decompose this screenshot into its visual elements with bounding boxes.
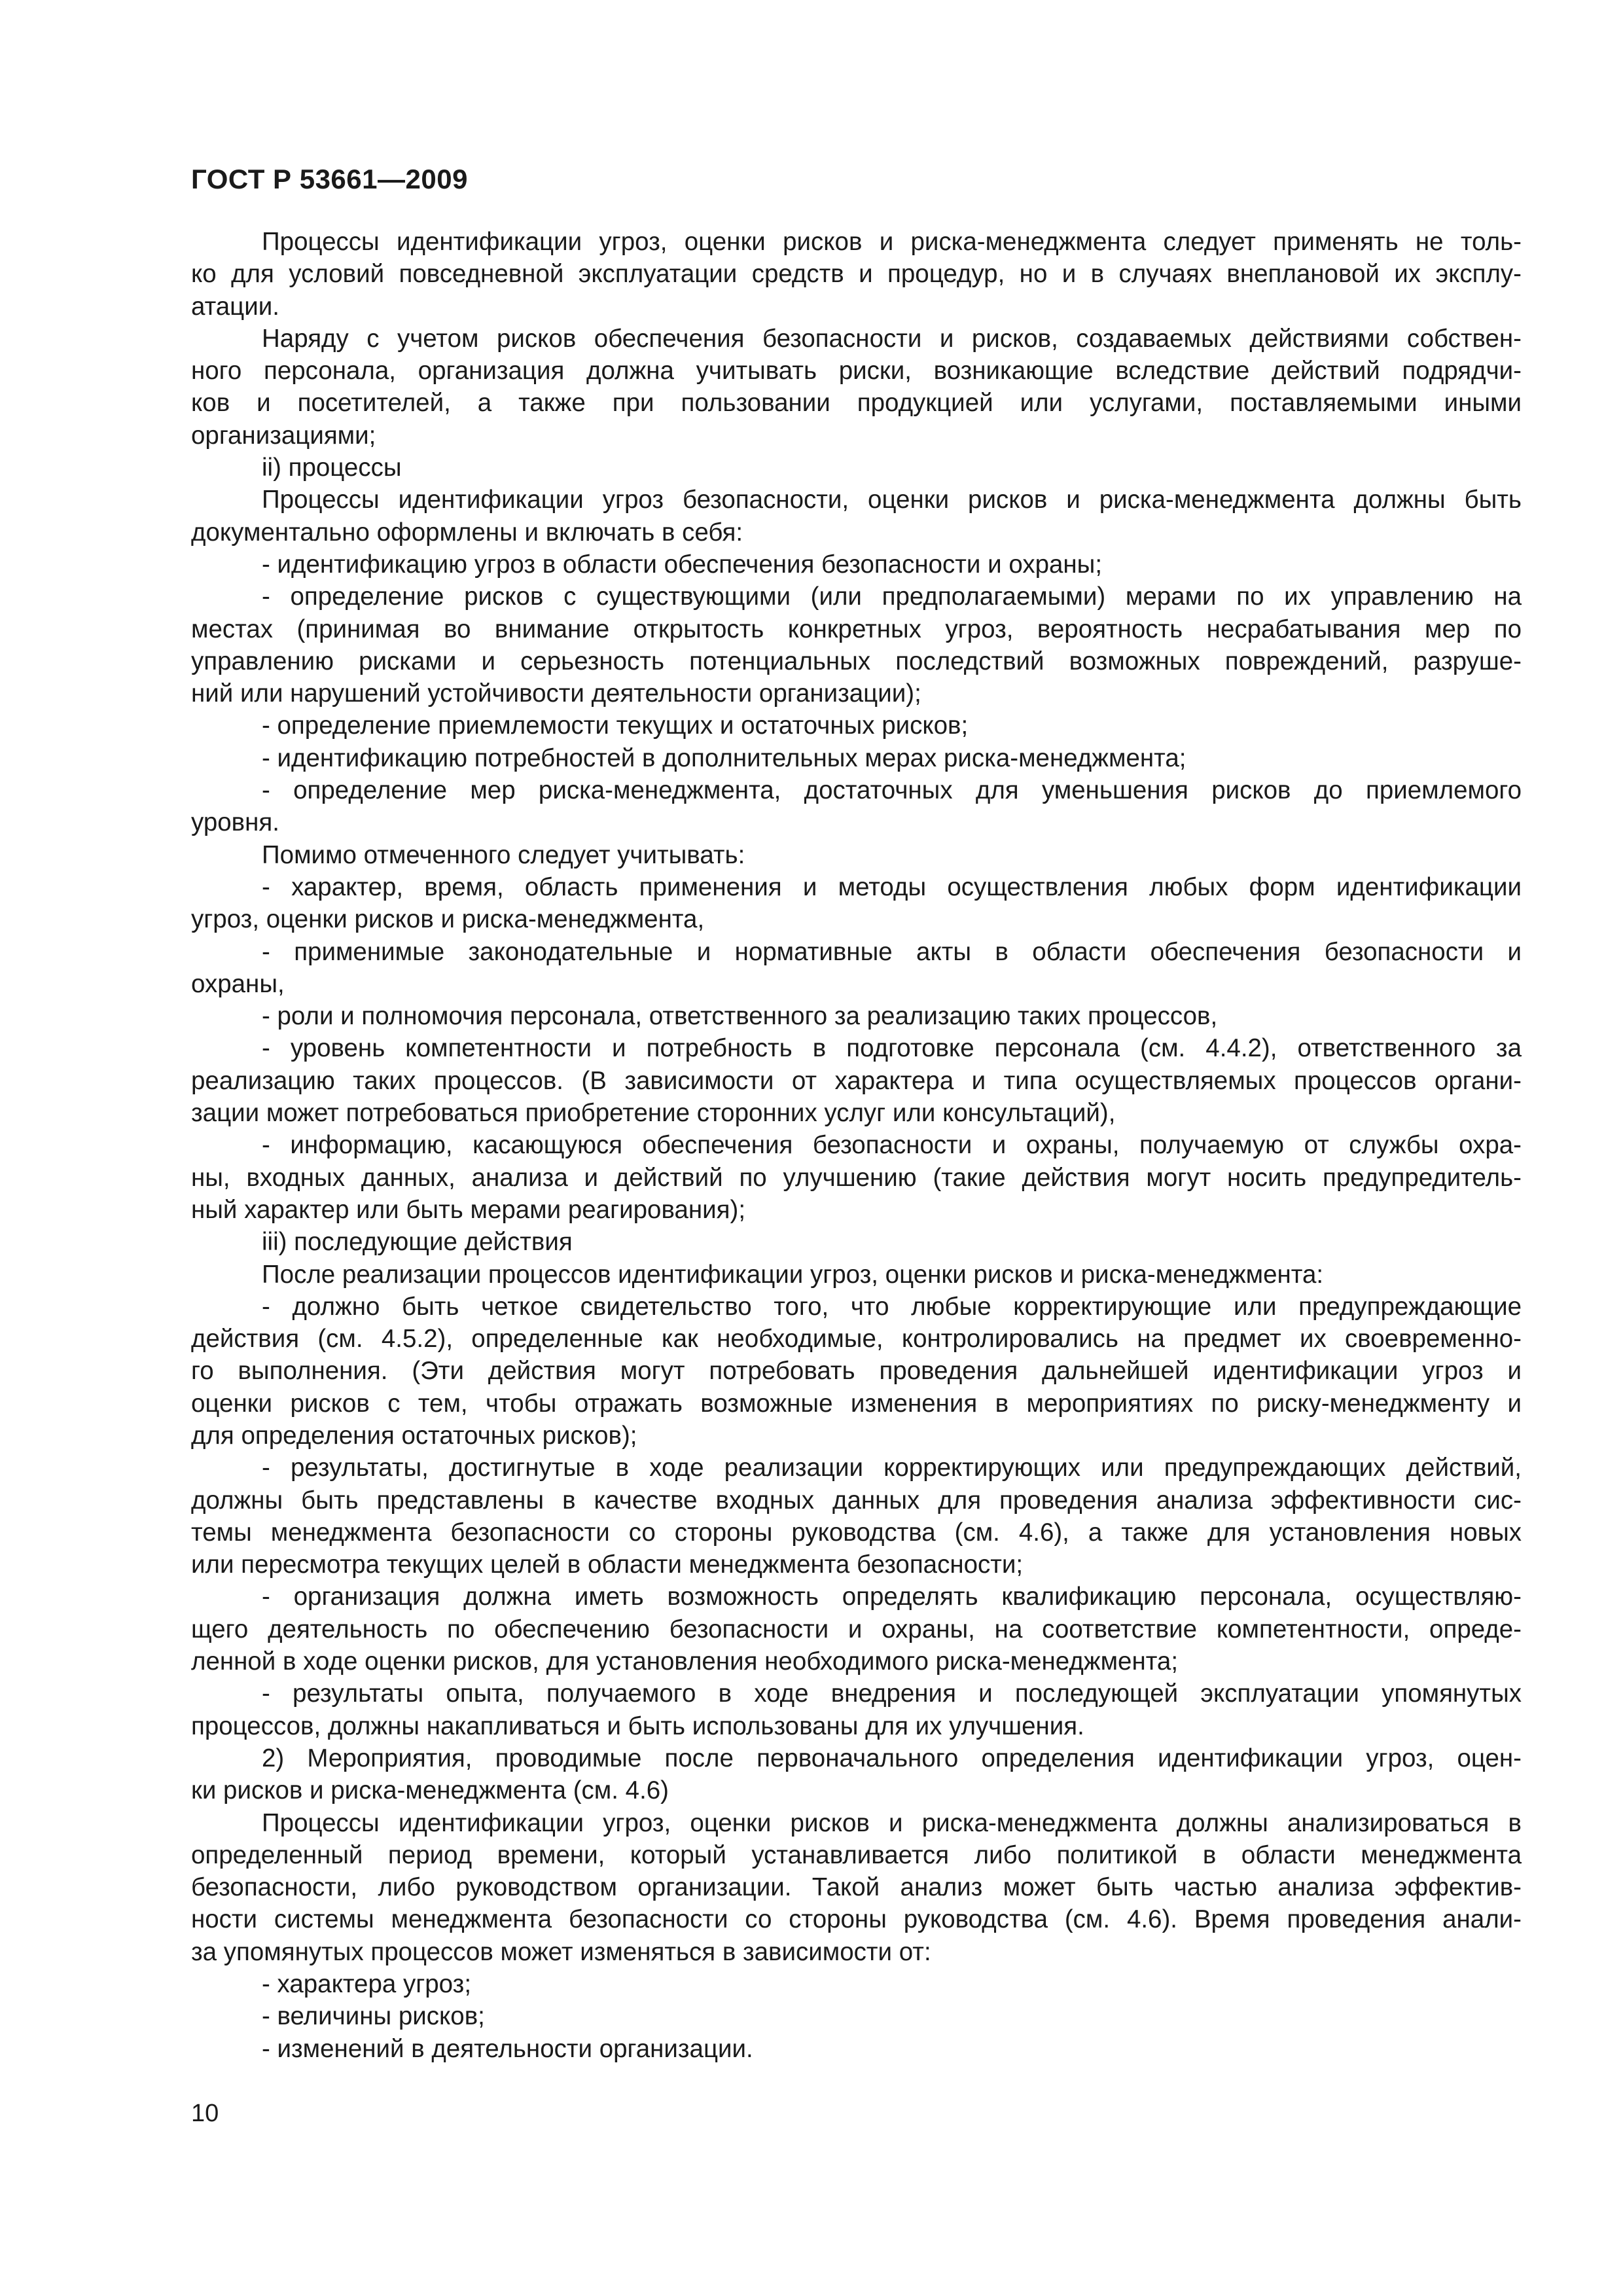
text-line: После реализации процессов идентификации угроз, оценки рисков и риска-менеджмента: xyxy=(262,1260,1324,1289)
text-line: - характер, время, область применения и методы осуществления любых форм идентификации xyxy=(262,872,1522,901)
text-line: - определение приемлемости текущих и остаточных рисков; xyxy=(262,711,969,740)
text-line: Процессы идентификации угроз, оценки рисков и риска-менеджмента следует применять не толь- xyxy=(262,228,1522,256)
text-line: ii) процессы xyxy=(262,454,402,482)
text-line: охраны, xyxy=(191,969,285,998)
text-line: - информацию, касающуюся обеспечения безопасности и охраны, получаемую от службы охра- xyxy=(262,1131,1522,1160)
text-line: ний или нарушений устойчивости деятельности организации); xyxy=(191,679,921,708)
text-line: действия (см. 4.5.2), определенные как необходимые, контролировались на предмет их своевременно- xyxy=(191,1325,1522,1354)
text-line: - изменений в деятельности организации. xyxy=(262,2034,753,2063)
text-line: местах (принимая во внимание открытость конкретных угроз, вероятность несрабатывания мер по xyxy=(191,615,1522,643)
text-line: - применимые законодательные и нормативные акты в области обеспечения безопасности и xyxy=(262,937,1522,966)
text-line: ко для условий повседневной эксплуатации средств и процедур, но и в случаях внеплановой их эксплу- xyxy=(191,260,1522,289)
text-line: - уровень компетентности и потребность в подготовке персонала (см. 4.4.2), ответственного за xyxy=(262,1034,1522,1063)
text-line: ны, входных данных, анализа и действий по улучшению (такие действия могут носить предупредитель- xyxy=(191,1163,1522,1192)
text-line: iii) последующие действия xyxy=(262,1228,573,1257)
text-line: Наряду с учетом рисков обеспечения безопасности и рисков, создаваемых действиями собствен- xyxy=(262,324,1522,353)
text-line: для определения остаточных рисков); xyxy=(191,1421,637,1450)
text-line: уровня. xyxy=(191,808,279,837)
text-line: - организация должна иметь возможность определять квалификацию персонала, осуществляю- xyxy=(262,1583,1522,1611)
text-line: определенный период времени, который устанавливается либо политикой в области менеджмента xyxy=(191,1840,1522,1869)
standard-code-header: ГОСТ Р 53661—2009 xyxy=(191,164,468,194)
text-line: реализацию таких процессов. (В зависимости от характера и типа осуществляемых процессов органи- xyxy=(191,1066,1522,1095)
text-line: за упомянутых процессов может изменяться в зависимости от: xyxy=(191,1937,931,1966)
text-line: - идентификацию потребностей в дополнительных мерах риска-менеджмента; xyxy=(262,744,1186,772)
text-line: - величины рисков; xyxy=(262,2002,485,2031)
text-line: зации может потребоваться приобретение сторонних услуг или консультаций), xyxy=(191,1099,1116,1128)
text-line: щего деятельность по обеспечению безопасности и охраны, на соответствие компетентности, опреде- xyxy=(191,1615,1522,1643)
text-line: Процессы идентификации угроз безопасности, оценки рисков и риска-менеджмента должны быть xyxy=(262,486,1522,514)
text-line: - должно быть четкое свидетельство того, что любые корректирующие или предупреждающие xyxy=(262,1292,1522,1321)
text-line: - роли и полномочия персонала, ответственного за реализацию таких процессов, xyxy=(262,1002,1218,1031)
text-line: ного персонала, организация должна учитывать риски, возникающие вследствие действий подрядчи- xyxy=(191,357,1522,386)
text-line: Процессы идентификации угроз, оценки рисков и риска-менеджмента должны анализироваться в xyxy=(262,1808,1522,1837)
text-line: управлению рисками и серьезность потенциальных последствий возможных повреждений, разруше- xyxy=(191,647,1522,675)
text-line: - определение мер риска-менеджмента, достаточных для уменьшения рисков до приемлемого xyxy=(262,776,1522,805)
text-line: ков и посетителей, а также при пользовании продукцией или услугами, поставляемыми иными xyxy=(191,389,1522,418)
text-line: го выполнения. (Эти действия могут потребовать проведения дальнейшей идентификации угроз и xyxy=(191,1357,1522,1386)
text-line: - определение рисков с существующими (или предполагаемыми) мерами по их управлению на xyxy=(262,583,1522,611)
text-line: - характера угроз; xyxy=(262,1970,472,1999)
text-line: - результаты, достигнутые в ходе реализации корректирующих или предупреждающих действий, xyxy=(262,1454,1522,1482)
text-line: угроз, оценки рисков и риска-менеджмента, xyxy=(191,905,705,934)
text-line: 2) Мероприятия, проводимые после первоначального определения идентификации угроз, оцен- xyxy=(262,1744,1522,1772)
text-line: ки рисков и риска-менеджмента (см. 4.6) xyxy=(191,1776,669,1805)
text-line: процессов, должны накапливаться и быть использованы для их улучшения. xyxy=(191,1712,1084,1740)
text-line: документально оформлены и включать в себя: xyxy=(191,518,743,547)
text-line: ленной в ходе оценки рисков, для установления необходимого риска-менеджмента; xyxy=(191,1647,1179,1676)
text-line: ности системы менеджмента безопасности со стороны руководства (см. 4.6). Время проведения анали- xyxy=(191,1905,1522,1934)
text-line: атации. xyxy=(191,292,279,321)
document-body xyxy=(191,226,1522,2065)
text-line: оценки рисков с тем, чтобы отражать возможные изменения в мероприятиях по риску-менеджменту и xyxy=(191,1389,1522,1418)
text-line: ный характер или быть мерами реагирования); xyxy=(191,1195,746,1224)
page-number: 10 xyxy=(191,2100,219,2127)
text-line: - результаты опыта, получаемого в ходе внедрения и последующей эксплуатации упомянутых xyxy=(262,1679,1522,1708)
text-line: или пересмотра текущих целей в области менеджмента безопасности; xyxy=(191,1551,1024,1579)
text-line: должны быть представлены в качестве входных данных для проведения анализа эффективности сис- xyxy=(191,1486,1522,1515)
text-line: темы менеджмента безопасности со стороны руководства (см. 4.6), а также для установления новых xyxy=(191,1518,1522,1547)
text-line: - идентификацию угроз в области обеспечения безопасности и охраны; xyxy=(262,550,1103,579)
text-line: организациями; xyxy=(191,421,376,450)
text-line: Помимо отмеченного следует учитывать: xyxy=(262,840,745,869)
text-line: безопасности, либо руководством организации. Такой анализ может быть частью анализа эффектив- xyxy=(191,1873,1522,1902)
